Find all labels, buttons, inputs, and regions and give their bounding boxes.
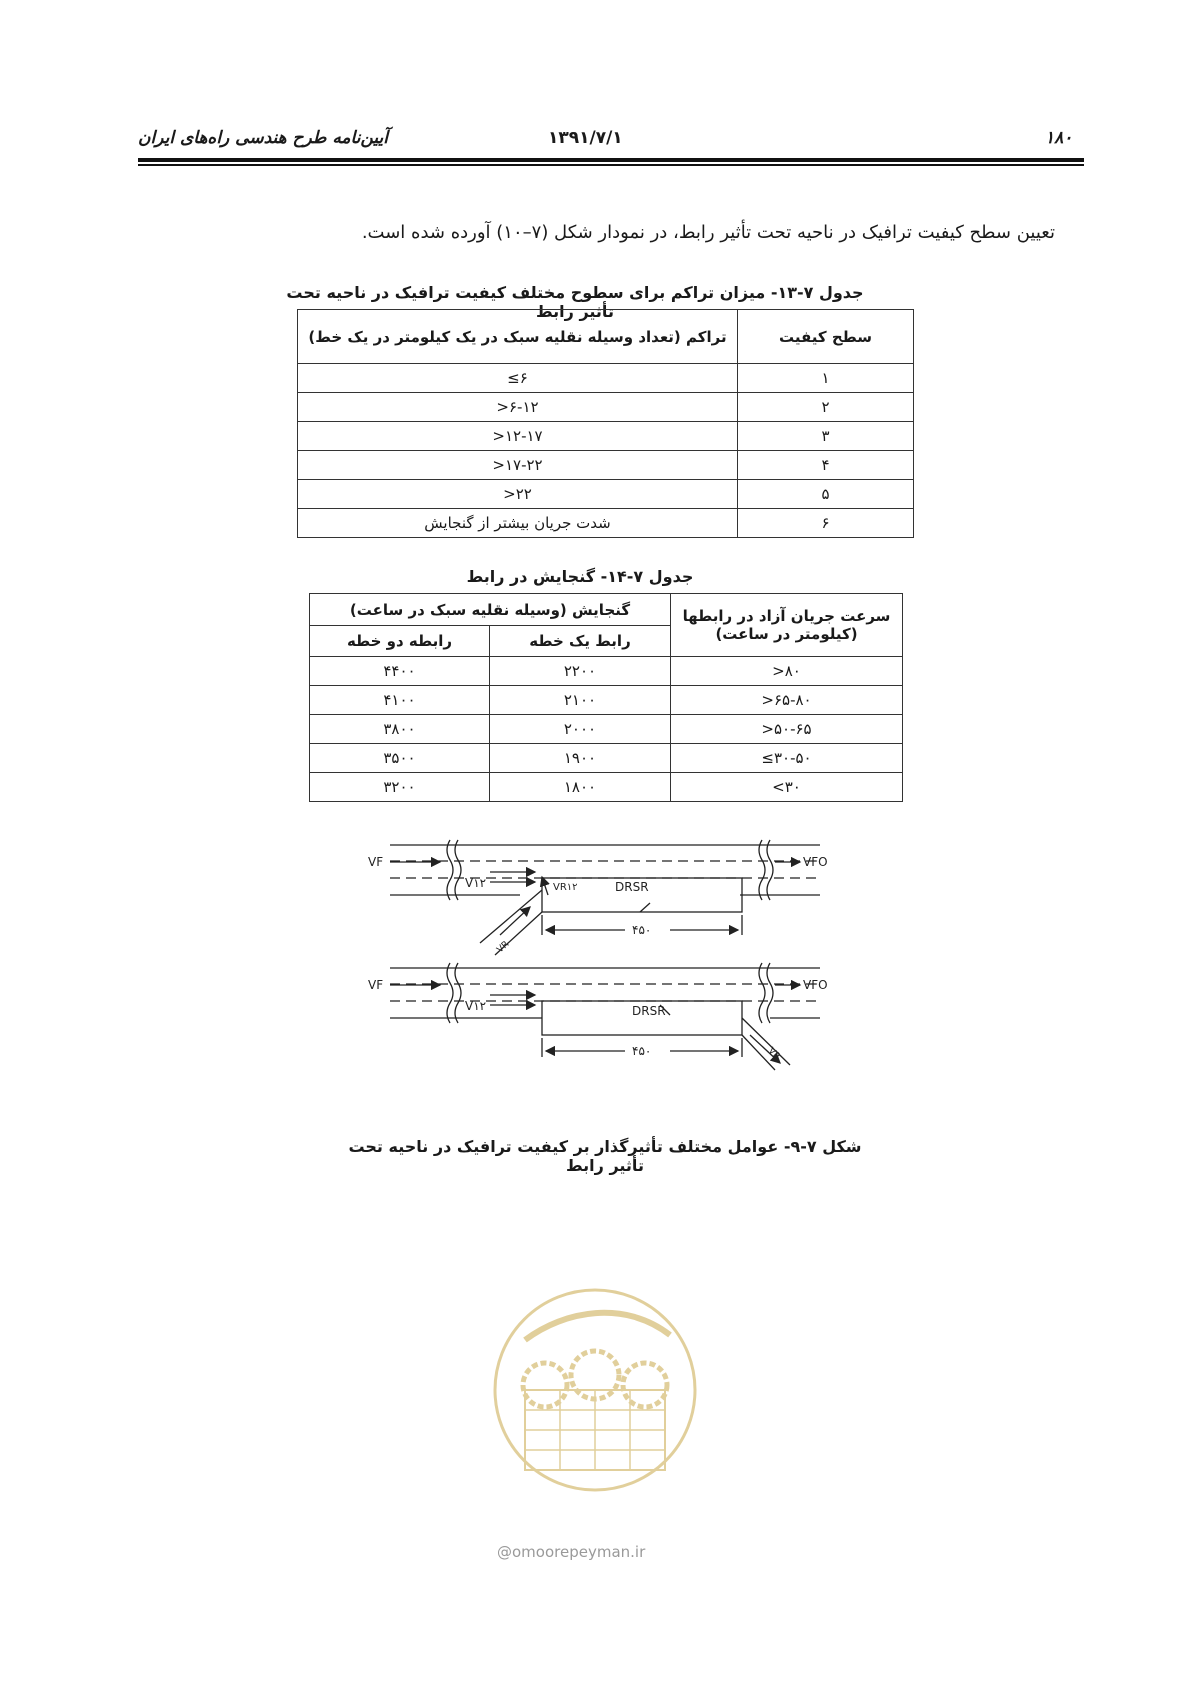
label-vf: VF: [368, 855, 384, 869]
table13-header-level: سطح کیفیت: [738, 310, 914, 364]
label-distance: ۴۵۰: [632, 1044, 652, 1058]
table13-level: ۴: [738, 451, 914, 480]
table13-density: شدت جریان بیشتر از گنجایش: [298, 509, 738, 538]
label-distance: ۴۵۰: [632, 923, 652, 937]
table-row: [310, 744, 903, 773]
label-drsr: DRSR: [615, 880, 649, 894]
table13-density: ۶-۱۲<: [298, 393, 738, 422]
table13-density: ۱۲-۱۷<: [298, 422, 738, 451]
intro-paragraph: تعیین سطح کیفیت ترافیک در ناحیه تحت تأثیر رابط، در نمودار شکل (۷–۱۰) آورده شده است.: [361, 222, 1055, 243]
table13-header-density: تراکم (تعداد وسیله نقلیه سبک در یک کیلومتر در یک خط): [298, 310, 738, 364]
table-row: [298, 480, 914, 509]
label-vfo: VFO: [803, 855, 828, 869]
table14-speed: ۶۵-۸۰<: [671, 686, 903, 715]
label-vfo: VFO: [803, 978, 828, 992]
table14-speed: ۵۰-۶۵<: [671, 715, 903, 744]
label-vr12: VR۱۲: [553, 882, 578, 893]
label-drsr: DRSR: [632, 1004, 666, 1018]
header-date: ۱۳۹۱/۷/۱: [548, 128, 623, 148]
label-vr: VR: [765, 1046, 782, 1062]
table-row: [298, 393, 914, 422]
table13-density: ۱۷-۲۲<: [298, 451, 738, 480]
table-row: [310, 657, 903, 686]
header-rule-thin: [138, 164, 1084, 166]
table14-two-lane: ۳۸۰۰: [310, 715, 490, 744]
label-vf: VF: [368, 978, 384, 992]
table-row: [298, 451, 914, 480]
table14-header-speed: سرعت جریان آزاد در رابطها (کیلومتر در ساعت): [671, 594, 903, 657]
table14-two-lane: ۴۱۰۰: [310, 686, 490, 715]
table14-two-lane: ۴۴۰۰: [310, 657, 490, 686]
table14-one-lane: ۲۲۰۰: [490, 657, 671, 686]
table13-level: ۱: [738, 364, 914, 393]
book-title: آیین‌نامه طرح هندسی راه‌های ایران: [138, 128, 388, 148]
table14-speed: ۳۰>: [671, 773, 903, 802]
table13-caption: جدول ۷-۱۳- میزان تراکم برای سطوح مختلف کیفیت ترافیک در ناحیه تحت تأثیر رابط: [286, 283, 864, 321]
table-row: [298, 422, 914, 451]
watermark-logo: [485, 1280, 705, 1540]
table-row: [298, 509, 914, 538]
table13-density: ۶≥: [298, 364, 738, 393]
table-row: [298, 364, 914, 393]
table13-level: ۵: [738, 480, 914, 509]
table14-header-two-lane: رابطه دو خطه: [310, 626, 490, 657]
table14-header-capacity: گنجایش (وسیله نقلیه سبک در ساعت): [310, 594, 671, 626]
ramp-influence-diagram: [370, 835, 840, 1085]
table13-level: ۶: [738, 509, 914, 538]
table14-one-lane: ۲۱۰۰: [490, 686, 671, 715]
page-number: ۱۸۰: [1045, 128, 1073, 148]
table14-speed: ۸۰<: [671, 657, 903, 686]
table13: [297, 309, 914, 538]
table-row: [310, 715, 903, 744]
table13-level: ۲: [738, 393, 914, 422]
table14-one-lane: ۲۰۰۰: [490, 715, 671, 744]
table14-two-lane: ۳۵۰۰: [310, 744, 490, 773]
table14: [309, 593, 903, 802]
table14-speed: ۳۰-۵۰≥: [671, 744, 903, 773]
header-rule: [138, 158, 1084, 162]
label-v12: V۱۲: [465, 876, 487, 890]
table13-level: ۳: [738, 422, 914, 451]
watermark-url: @omoorepeyman.ir: [497, 1543, 646, 1561]
table14-caption: جدول ۷-۱۴- گنجایش در رابط: [466, 567, 694, 586]
table14-header-one-lane: رابط یک خطه: [490, 626, 671, 657]
table14-two-lane: ۳۲۰۰: [310, 773, 490, 802]
table14-one-lane: ۱۹۰۰: [490, 744, 671, 773]
table-row: [310, 686, 903, 715]
table14-one-lane: ۱۸۰۰: [490, 773, 671, 802]
figure-caption: شکل ۷-۹- عوامل مختلف تأثیرگذار بر کیفیت ترافیک در ناحیه تحت تأثیر رابط: [348, 1137, 862, 1175]
label-vr: VR: [495, 939, 512, 956]
table-row: [310, 773, 903, 802]
table13-density: ۲۲<: [298, 480, 738, 509]
label-v12: V۱۲: [465, 999, 487, 1013]
